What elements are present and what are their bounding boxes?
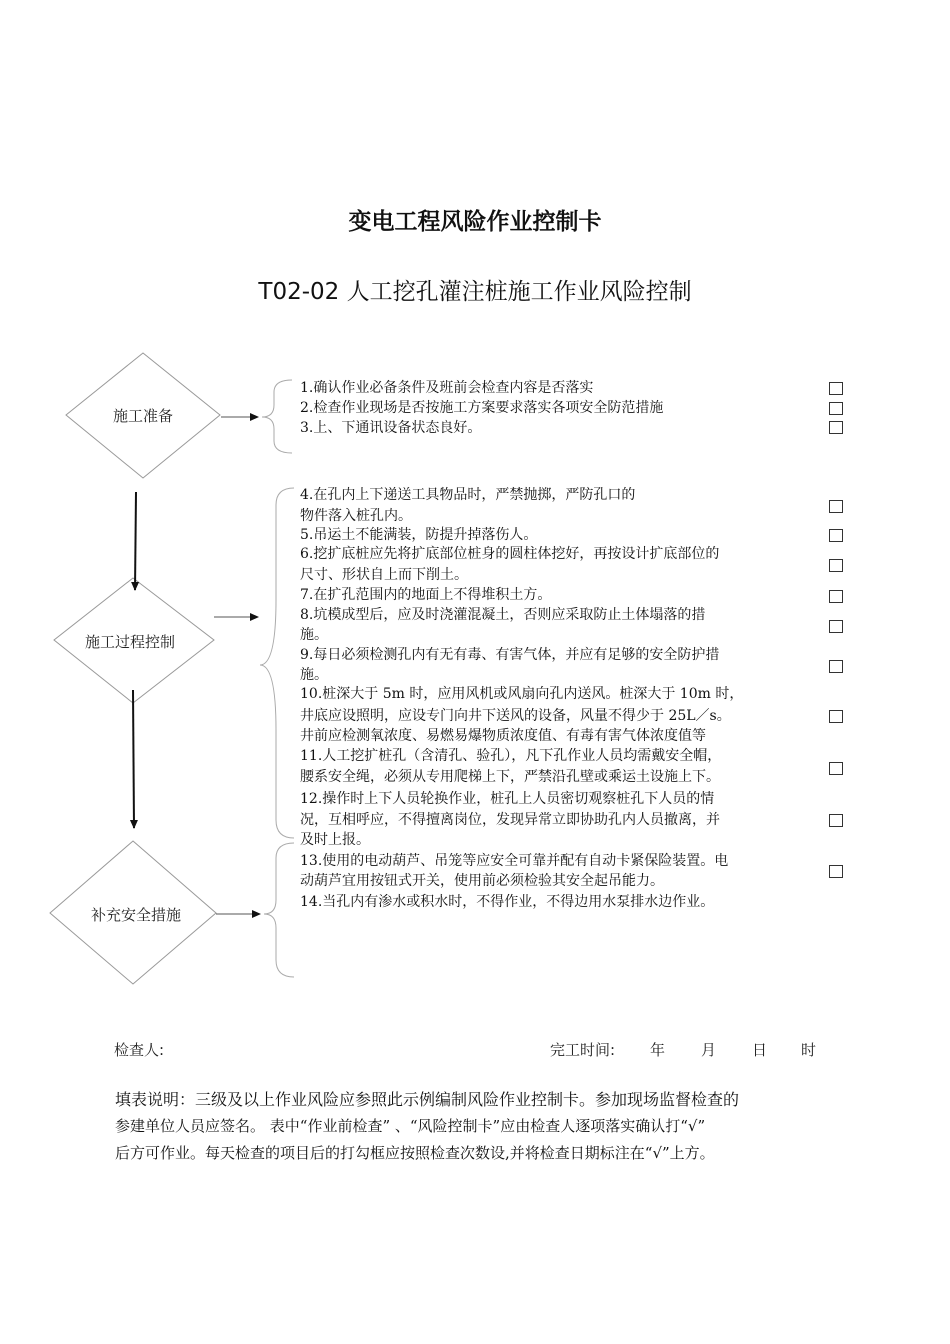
check-box[interactable] bbox=[829, 814, 843, 827]
check-box[interactable] bbox=[829, 710, 843, 723]
fill-instructions bbox=[115, 1086, 845, 1167]
check-box[interactable] bbox=[829, 865, 843, 878]
page-title: 变电工程风险作业控制卡 bbox=[348, 209, 602, 235]
day-label: 日 bbox=[752, 1041, 768, 1059]
check-box[interactable] bbox=[829, 529, 843, 542]
arrow-down-1 bbox=[135, 492, 136, 590]
item-line: 9.每日必须检测孔内有无有毒、有害气体，并应有足够的安全防护措 bbox=[300, 647, 720, 663]
item-line: 3.上、下通讯设备状态良好。 bbox=[300, 420, 482, 436]
note-line: 填表说明：三级及以上作业风险应参照此示例编制风险作业控制卡。参加现场监督检查的 bbox=[115, 1090, 740, 1109]
item-line: 物件落入桩孔内。 bbox=[300, 508, 412, 524]
item-line: 施。 bbox=[300, 667, 328, 683]
completion-time-label: 完工时间: bbox=[550, 1041, 616, 1059]
item-line: 井底应设照明，应设专门向井下送风的设备，风量不得少于 25L／s。 bbox=[300, 708, 731, 724]
check-box[interactable] bbox=[829, 382, 843, 395]
arrow-down-2 bbox=[133, 690, 134, 828]
year-label: 年 bbox=[650, 1041, 666, 1059]
note-line: 参建单位人员应签名。 表中“作业前检查” 、“风险控制卡”应由检查人逐项落实确认打“√” bbox=[115, 1117, 706, 1135]
item-line: 腰系安全绳，必须从专用爬梯上下，严禁沿孔壁或乘运土设施上下。 bbox=[300, 769, 720, 785]
stage-label-prep: 施工准备 bbox=[112, 407, 173, 425]
item-line: 井前应检测氧浓度、易燃易爆物质浓度值、有毒有害气体浓度值等 bbox=[300, 728, 706, 744]
item-line: 6.挖扩底桩应先将扩底部位桩身的圆柱体挖好，再按设计扩底部位的 bbox=[300, 546, 720, 562]
check-box[interactable] bbox=[829, 500, 843, 513]
item-line: 11.人工挖扩桩孔（含清孔、验孔），凡下孔作业人员均需戴安全帽， bbox=[300, 748, 722, 764]
brace-1 bbox=[262, 380, 292, 453]
stage-label-supplement: 补充安全措施 bbox=[90, 906, 181, 924]
month-label: 月 bbox=[701, 1041, 717, 1059]
note-line: 后方可作业。每天检查的项目后的打勾框应按照检查次数设,并将检查日期标注在“√”上方。 bbox=[115, 1144, 715, 1162]
check-box[interactable] bbox=[829, 590, 843, 603]
item-line: 4.在孔内上下递送工具物品时，严禁抛掷，严防孔口的 bbox=[300, 487, 636, 503]
brace-3 bbox=[264, 843, 294, 977]
brace-2 bbox=[260, 488, 294, 838]
check-box[interactable] bbox=[829, 402, 843, 415]
inspector-label: 检查人: bbox=[114, 1041, 165, 1059]
item-line: 10.桩深大于 5m 时，应用风机或风扇向孔内送风。桩深大于 10m 时， bbox=[300, 686, 744, 702]
check-box[interactable] bbox=[829, 421, 843, 434]
item-line: 5.吊运土不能满装，防提升掉落伤人。 bbox=[300, 527, 538, 543]
item-line: 1.确认作业必备条件及班前会检查内容是否落实 bbox=[300, 380, 594, 396]
item-line: 8.坑模成型后，应及时浇灌混凝土，否则应采取防止土体塌落的措 bbox=[300, 607, 706, 623]
check-box[interactable] bbox=[829, 559, 843, 572]
page-subtitle: T02-02 人工挖孔灌注桩施工作业风险控制 bbox=[258, 279, 692, 305]
item-line: 况，互相呼应，不得擅离岗位，发现异常立即协助孔内人员撤离，并 bbox=[300, 812, 720, 828]
item-line: 7.在扩孔范围内的地面上不得堆积土方。 bbox=[300, 587, 552, 603]
check-box[interactable] bbox=[829, 762, 843, 775]
item-line: 14.当孔内有渗水或积水时，不得作业，不得边用水泵排水边作业。 bbox=[300, 894, 715, 910]
item-line: 施。 bbox=[300, 627, 328, 643]
check-box[interactable] bbox=[829, 620, 843, 633]
item-line: 12.操作时上下人员轮换作业，桩孔上人员密切观察桩孔下人员的情 bbox=[300, 791, 715, 807]
item-line: 及时上报。 bbox=[300, 832, 370, 848]
check-box[interactable] bbox=[829, 660, 843, 673]
item-line: 动葫芦宜用按钮式开关，使用前必须检验其安全起吊能力。 bbox=[300, 873, 664, 889]
hour-label: 时 bbox=[801, 1041, 817, 1059]
item-line: 尺寸、形状自上而下削土。 bbox=[300, 567, 468, 583]
item-line: 2.检查作业现场是否按施工方案要求落实各项安全防范措施 bbox=[300, 400, 664, 416]
item-line: 13.使用的电动葫芦、吊笼等应安全可靠并配有自动卡紧保险装置。电 bbox=[300, 853, 729, 869]
stage-label-process: 施工过程控制 bbox=[84, 633, 175, 651]
